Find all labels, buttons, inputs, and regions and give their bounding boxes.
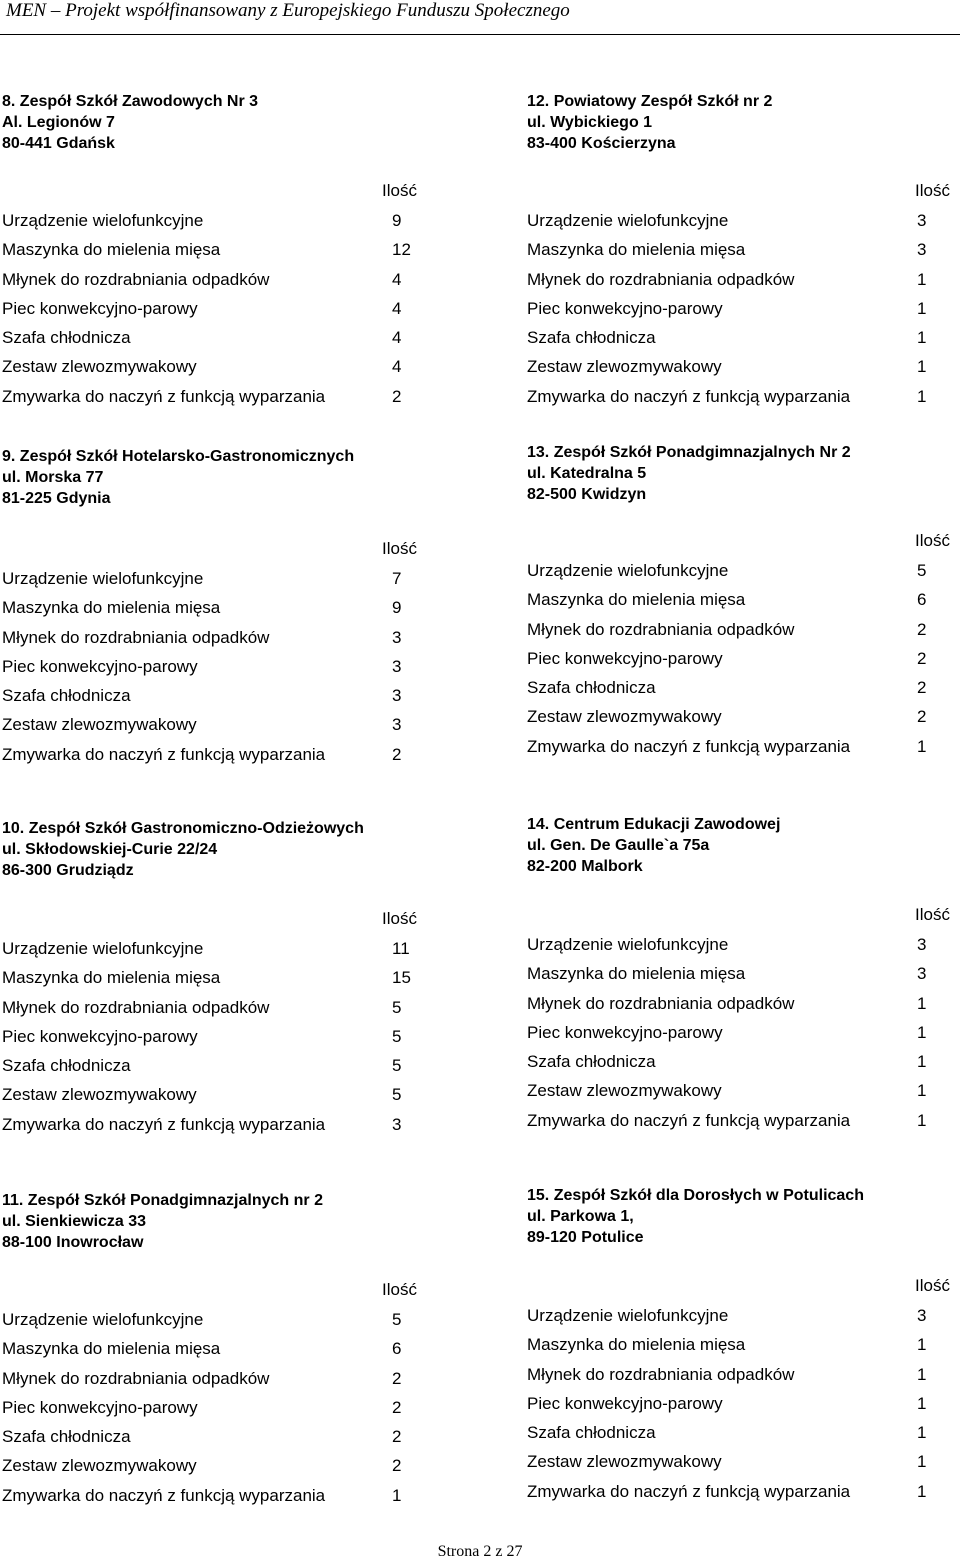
equipment-quantity: 2 bbox=[392, 1427, 402, 1447]
equipment-row bbox=[527, 1360, 957, 1389]
school-block bbox=[527, 815, 957, 1135]
school-address bbox=[2, 92, 432, 176]
equipment-quantity: 5 bbox=[392, 1085, 402, 1105]
equipment-quantity: 9 bbox=[392, 598, 402, 618]
equipment-row bbox=[527, 1447, 957, 1476]
equipment-row bbox=[527, 1076, 957, 1105]
equipment-row bbox=[2, 1393, 432, 1422]
equipment-quantity: 1 bbox=[917, 1423, 927, 1443]
equipment-row bbox=[2, 1080, 432, 1109]
school-block bbox=[2, 1191, 432, 1510]
equipment-quantity: 1 bbox=[917, 328, 927, 348]
equipment-quantity: 2 bbox=[392, 386, 402, 406]
equipment-name: Młynek do rozdrabniania odpadków bbox=[527, 269, 795, 289]
equipment-name: Piec konwekcyjno-parowy bbox=[2, 656, 198, 676]
equipment-row bbox=[2, 1481, 432, 1510]
equipment-quantity: 3 bbox=[917, 1306, 927, 1325]
equipment-name: Piec konwekcyjno-parowy bbox=[2, 1026, 198, 1046]
quantity-column-header bbox=[2, 534, 432, 564]
header-divider bbox=[0, 34, 960, 35]
equipment-row bbox=[527, 959, 957, 988]
equipment-row bbox=[527, 615, 957, 644]
equipment-name: Zestaw zlewozmywakowy bbox=[527, 707, 722, 727]
equipment-row bbox=[2, 593, 432, 622]
address-line: 81-225 Gdynia bbox=[2, 490, 111, 507]
equipment-quantity: 1 bbox=[917, 736, 927, 756]
equipment-row bbox=[2, 1051, 432, 1080]
address-line: ul. Wybickiego 1 bbox=[527, 114, 653, 131]
equipment-row bbox=[527, 265, 957, 294]
equipment-name: Piec konwekcyjno-parowy bbox=[527, 298, 723, 318]
equipment-name: Maszynka do mielenia mięsa bbox=[2, 598, 221, 618]
equipment-quantity: 3 bbox=[392, 715, 402, 735]
school-address bbox=[527, 1186, 957, 1271]
address-line: ul. Gen. De Gaulle`a 75a bbox=[527, 837, 710, 854]
equipment-name: Maszynka do mielenia mięsa bbox=[2, 240, 221, 260]
equipment-name: Piec konwekcyjno-parowy bbox=[2, 1397, 198, 1417]
equipment-quantity: 1 bbox=[917, 1081, 927, 1101]
equipment-name: Urządzenie wielofunkcyjne bbox=[527, 935, 729, 954]
quantity-header-label: Ilość bbox=[915, 905, 950, 924]
equipment-name: Urządzenie wielofunkcyjne bbox=[527, 561, 729, 580]
equipment-quantity: 2 bbox=[392, 1456, 402, 1476]
quantity-column-header bbox=[527, 900, 957, 930]
school-name: 10. Zespół Szkół Gastronomiczno-Odzieżowych bbox=[2, 820, 364, 837]
equipment-row bbox=[2, 265, 432, 294]
equipment-name: Zmywarka do naczyń z funkcją wyparzania bbox=[527, 736, 851, 756]
equipment-quantity: 4 bbox=[392, 269, 402, 289]
school-block bbox=[527, 92, 957, 411]
equipment-name: Młynek do rozdrabniania odpadków bbox=[527, 619, 795, 639]
equipment-name: Młynek do rozdrabniania odpadków bbox=[2, 1368, 270, 1388]
equipment-row bbox=[2, 623, 432, 652]
equipment-name: Zestaw zlewozmywakowy bbox=[2, 715, 197, 735]
school-name: 13. Zespół Szkół Ponadgimnazjalnych Nr 2 bbox=[527, 444, 851, 461]
equipment-row bbox=[527, 352, 957, 381]
school-name: 15. Zespół Szkół dla Dorosłych w Potulicach bbox=[527, 1187, 864, 1204]
equipment-name: Urządzenie wielofunkcyjne bbox=[2, 1310, 204, 1329]
school-address bbox=[2, 1191, 432, 1275]
equipment-row bbox=[527, 930, 957, 959]
equipment-quantity: 2 bbox=[917, 648, 927, 668]
equipment-name: Młynek do rozdrabniania odpadków bbox=[2, 997, 270, 1017]
equipment-row bbox=[527, 644, 957, 673]
school-name: 9. Zespół Szkół Hotelarsko-Gastronomicznych bbox=[2, 448, 355, 465]
equipment-name: Szafa chłodnicza bbox=[527, 328, 656, 348]
equipment-name: Zmywarka do naczyń z funkcją wyparzania bbox=[2, 1114, 326, 1134]
equipment-name: Szafa chłodnicza bbox=[2, 686, 131, 706]
quantity-header-label: Ilość bbox=[382, 1280, 417, 1299]
equipment-name: Maszynka do mielenia mięsa bbox=[527, 1335, 746, 1355]
school-block bbox=[527, 443, 957, 761]
equipment-row bbox=[527, 323, 957, 352]
address-line: 82-200 Malbork bbox=[527, 858, 643, 875]
equipment-row bbox=[527, 989, 957, 1018]
equipment-row bbox=[527, 732, 957, 761]
equipment-row bbox=[2, 963, 432, 992]
equipment-name: Zestaw zlewozmywakowy bbox=[527, 1081, 722, 1101]
quantity-header-label: Ilość bbox=[915, 181, 950, 200]
quantity-header-label: Ilość bbox=[382, 539, 417, 558]
equipment-quantity: 2 bbox=[392, 1368, 402, 1388]
quantity-column-header bbox=[527, 526, 957, 556]
equipment-quantity: 6 bbox=[392, 1339, 402, 1359]
equipment-row bbox=[2, 740, 432, 769]
equipment-quantity: 1 bbox=[917, 357, 927, 377]
equipment-quantity: 2 bbox=[917, 707, 927, 727]
equipment-quantity: 3 bbox=[917, 240, 927, 260]
school-block bbox=[527, 1186, 957, 1506]
school-address bbox=[2, 447, 432, 534]
equipment-name: Zmywarka do naczyń z funkcją wyparzania bbox=[527, 1110, 851, 1130]
equipment-name: Szafa chłodnicza bbox=[527, 678, 656, 698]
equipment-row bbox=[2, 710, 432, 739]
equipment-quantity: 2 bbox=[917, 678, 927, 698]
equipment-quantity: 12 bbox=[392, 240, 411, 260]
equipment-row bbox=[527, 382, 957, 411]
equipment-quantity: 4 bbox=[392, 298, 402, 318]
equipment-row bbox=[2, 564, 432, 593]
equipment-quantity: 3 bbox=[392, 627, 402, 647]
equipment-quantity: 1 bbox=[917, 1481, 927, 1501]
equipment-row bbox=[527, 1047, 957, 1076]
quantity-header-label: Ilość bbox=[382, 181, 417, 200]
page-header: MEN – Projekt współfinansowany z Europejskiego Funduszu Społecznego bbox=[6, 0, 570, 21]
equipment-row bbox=[2, 294, 432, 323]
equipment-quantity: 7 bbox=[392, 569, 402, 588]
page-footer: Strona 2 z 27 bbox=[437, 1543, 523, 1560]
equipment-row bbox=[2, 652, 432, 681]
equipment-row bbox=[2, 235, 432, 264]
equipment-name: Młynek do rozdrabniania odpadków bbox=[527, 993, 795, 1013]
equipment-quantity: 5 bbox=[917, 561, 927, 580]
equipment-row bbox=[527, 1301, 957, 1330]
equipment-row bbox=[527, 1477, 957, 1506]
address-line: ul. Katedralna 5 bbox=[527, 465, 647, 482]
equipment-quantity: 3 bbox=[917, 935, 927, 954]
equipment-name: Urządzenie wielofunkcyjne bbox=[527, 1306, 729, 1325]
equipment-quantity: 15 bbox=[392, 968, 411, 988]
address-line: 89-120 Potulice bbox=[527, 1229, 644, 1246]
equipment-name: Maszynka do mielenia mięsa bbox=[2, 1339, 221, 1359]
equipment-row bbox=[2, 993, 432, 1022]
equipment-quantity: 11 bbox=[392, 939, 410, 958]
equipment-name: Piec konwekcyjno-parowy bbox=[527, 1022, 723, 1042]
equipment-name: Urządzenie wielofunkcyjne bbox=[527, 211, 729, 230]
equipment-quantity: 1 bbox=[917, 1022, 927, 1042]
address-line: 88-100 Inowrocław bbox=[2, 1234, 144, 1251]
school-name: 12. Powiatowy Zespół Szkół nr 2 bbox=[527, 93, 773, 110]
equipment-quantity: 5 bbox=[392, 1310, 402, 1329]
address-line: ul. Morska 77 bbox=[2, 469, 104, 486]
address-line: Al. Legionów 7 bbox=[2, 114, 115, 131]
equipment-name: Zestaw zlewozmywakowy bbox=[527, 1452, 722, 1472]
equipment-name: Zestaw zlewozmywakowy bbox=[527, 357, 722, 377]
equipment-row bbox=[527, 702, 957, 731]
equipment-row bbox=[2, 206, 432, 235]
school-address bbox=[527, 443, 957, 526]
equipment-name: Młynek do rozdrabniania odpadków bbox=[527, 1364, 795, 1384]
quantity-column-header bbox=[527, 1271, 957, 1301]
equipment-name: Zmywarka do naczyń z funkcją wyparzania bbox=[2, 386, 326, 406]
school-block bbox=[2, 92, 432, 411]
equipment-name: Zestaw zlewozmywakowy bbox=[2, 1456, 197, 1476]
equipment-quantity: 5 bbox=[392, 997, 402, 1017]
equipment-name: Maszynka do mielenia mięsa bbox=[527, 964, 746, 984]
equipment-quantity: 6 bbox=[917, 590, 927, 610]
equipment-row bbox=[2, 1305, 432, 1334]
school-address bbox=[527, 92, 957, 176]
address-line: ul. Parkowa 1, bbox=[527, 1208, 634, 1225]
equipment-row bbox=[2, 1334, 432, 1363]
equipment-name: Maszynka do mielenia mięsa bbox=[527, 240, 746, 260]
school-name: 14. Centrum Edukacji Zawodowej bbox=[527, 816, 781, 833]
equipment-quantity: 3 bbox=[392, 1114, 402, 1134]
equipment-row bbox=[2, 382, 432, 411]
equipment-row bbox=[2, 1110, 432, 1139]
address-line: 82-500 Kwidzyn bbox=[527, 486, 647, 503]
equipment-row bbox=[527, 1389, 957, 1418]
school-block bbox=[2, 819, 432, 1139]
quantity-header-label: Ilość bbox=[915, 531, 950, 550]
school-address bbox=[2, 819, 432, 904]
equipment-quantity: 9 bbox=[392, 211, 402, 230]
equipment-quantity: 5 bbox=[392, 1026, 402, 1046]
equipment-name: Młynek do rozdrabniania odpadków bbox=[2, 627, 270, 647]
quantity-header-label: Ilość bbox=[915, 1276, 950, 1295]
equipment-name: Zmywarka do naczyń z funkcją wyparzania bbox=[527, 386, 851, 406]
equipment-name: Piec konwekcyjno-parowy bbox=[527, 648, 723, 668]
school-block bbox=[2, 447, 432, 769]
equipment-name: Piec konwekcyjno-parowy bbox=[2, 298, 198, 318]
equipment-quantity: 2 bbox=[917, 619, 927, 639]
equipment-quantity: 1 bbox=[917, 1452, 927, 1472]
equipment-name: Maszynka do mielenia mięsa bbox=[527, 590, 746, 610]
equipment-quantity: 1 bbox=[917, 269, 927, 289]
equipment-row bbox=[2, 1422, 432, 1451]
quantity-column-header bbox=[2, 1275, 432, 1305]
equipment-row bbox=[527, 585, 957, 614]
address-line: ul. Sienkiewicza 33 bbox=[2, 1213, 147, 1230]
quantity-column-header bbox=[527, 176, 957, 206]
equipment-quantity: 1 bbox=[917, 1364, 927, 1384]
equipment-name: Zmywarka do naczyń z funkcją wyparzania bbox=[2, 744, 326, 764]
school-address bbox=[527, 815, 957, 900]
equipment-quantity: 4 bbox=[392, 357, 402, 377]
address-line: 86-300 Grudziądz bbox=[2, 862, 134, 879]
equipment-name: Maszynka do mielenia mięsa bbox=[2, 968, 221, 988]
equipment-name: Piec konwekcyjno-parowy bbox=[527, 1393, 723, 1413]
equipment-quantity: 1 bbox=[917, 993, 927, 1013]
equipment-row bbox=[527, 1106, 957, 1135]
equipment-row bbox=[527, 206, 957, 235]
quantity-header-label: Ilość bbox=[382, 909, 417, 928]
address-line: 83-400 Kościerzyna bbox=[527, 135, 676, 152]
equipment-quantity: 3 bbox=[917, 964, 927, 984]
equipment-name: Urządzenie wielofunkcyjne bbox=[2, 569, 204, 588]
equipment-name: Zestaw zlewozmywakowy bbox=[2, 357, 197, 377]
equipment-quantity: 3 bbox=[392, 656, 402, 676]
equipment-name: Młynek do rozdrabniania odpadków bbox=[2, 269, 270, 289]
equipment-name: Urządzenie wielofunkcyjne bbox=[2, 939, 204, 958]
equipment-quantity: 2 bbox=[392, 1397, 402, 1417]
quantity-column-header bbox=[2, 904, 432, 934]
equipment-name: Szafa chłodnicza bbox=[2, 1056, 131, 1076]
equipment-row bbox=[527, 1018, 957, 1047]
equipment-row bbox=[2, 934, 432, 963]
equipment-quantity: 1 bbox=[917, 298, 927, 318]
equipment-name: Zmywarka do naczyń z funkcją wyparzania bbox=[2, 1485, 326, 1505]
equipment-row bbox=[2, 1451, 432, 1480]
equipment-name: Zestaw zlewozmywakowy bbox=[2, 1085, 197, 1105]
equipment-quantity: 5 bbox=[392, 1056, 402, 1076]
equipment-row bbox=[527, 235, 957, 264]
equipment-row bbox=[2, 1022, 432, 1051]
equipment-row bbox=[527, 673, 957, 702]
address-line: 80-441 Gdańsk bbox=[2, 135, 115, 152]
equipment-row bbox=[527, 1330, 957, 1359]
equipment-quantity: 1 bbox=[917, 1393, 927, 1413]
equipment-quantity: 1 bbox=[917, 1052, 927, 1072]
equipment-row bbox=[2, 681, 432, 710]
equipment-quantity: 1 bbox=[917, 1110, 927, 1130]
equipment-name: Szafa chłodnicza bbox=[2, 328, 131, 348]
equipment-name: Szafa chłodnicza bbox=[527, 1052, 656, 1072]
equipment-name: Urządzenie wielofunkcyjne bbox=[2, 211, 204, 230]
equipment-quantity: 1 bbox=[392, 1485, 402, 1505]
quantity-column-header bbox=[2, 176, 432, 206]
equipment-row bbox=[527, 294, 957, 323]
equipment-row bbox=[2, 323, 432, 352]
school-name: 8. Zespół Szkół Zawodowych Nr 3 bbox=[2, 93, 259, 110]
address-line: ul. Skłodowskiej-Curie 22/24 bbox=[2, 841, 218, 858]
equipment-row bbox=[527, 1418, 957, 1447]
school-name: 11. Zespół Szkół Ponadgimnazjalnych nr 2 bbox=[2, 1192, 323, 1209]
equipment-row bbox=[2, 352, 432, 381]
equipment-row bbox=[527, 556, 957, 585]
equipment-name: Zmywarka do naczyń z funkcją wyparzania bbox=[527, 1481, 851, 1501]
equipment-quantity: 3 bbox=[392, 686, 402, 706]
equipment-name: Szafa chłodnicza bbox=[2, 1427, 131, 1447]
equipment-quantity: 2 bbox=[392, 744, 402, 764]
equipment-quantity: 1 bbox=[917, 1335, 927, 1355]
equipment-quantity: 4 bbox=[392, 328, 402, 348]
equipment-name: Szafa chłodnicza bbox=[527, 1423, 656, 1443]
equipment-quantity: 1 bbox=[917, 386, 927, 406]
equipment-quantity: 3 bbox=[917, 211, 927, 230]
equipment-row bbox=[2, 1364, 432, 1393]
